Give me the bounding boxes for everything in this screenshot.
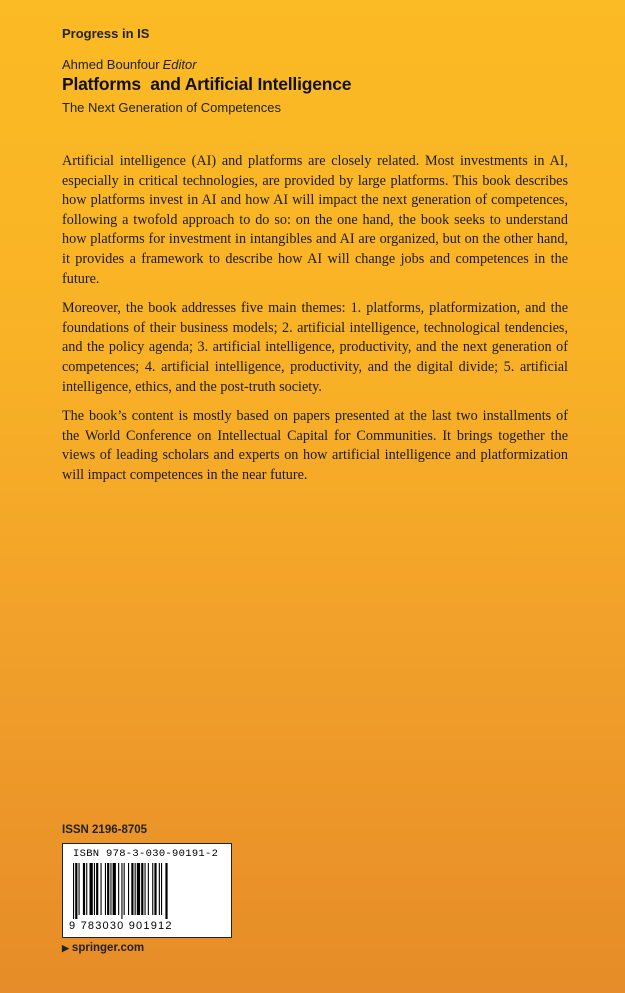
barcode-box (62, 843, 232, 938)
triangle-right-icon: ▶ (62, 943, 69, 953)
editor-role: Editor (162, 57, 197, 72)
blurb-paragraph: Artificial intelligence (AI) and platforms are closely related. Most investments in AI, especially in critical technologies, are provided by large platforms. This book describes how platforms invest in AI and how AI will impact the next generation of competences, following a twofold approach to do so: on the one hand, the book seeks to understand how platforms for investment in intangibles and AI are organized, but on the other hand, it provides a framework to describe how AI will change jobs and competences in the future. (62, 153, 568, 287)
book-title: Platforms and Artificial Intelligence (62, 74, 352, 94)
series-name: Progress in IS (62, 26, 150, 41)
isbn: ISBN 978-3-030-90191-2 (73, 848, 219, 860)
barcode-icon (73, 863, 221, 919)
blurb-paragraph: The book’s content is mostly based on papers presented at the last two installments of the World Conference on Intellectual Capital for Communities. It brings together the views of leading scholars and experts on how artificial intelligence and platformization will impact competences in the near future. (62, 408, 568, 483)
issn: ISSN 2196-8705 (62, 824, 148, 836)
editor-name: Ahmed Bounfour (62, 57, 160, 72)
blurb (62, 152, 568, 496)
book-subtitle: The Next Generation of Competences (62, 100, 281, 115)
editor-line (62, 57, 197, 72)
website-text: springer.com (71, 942, 145, 954)
barcode-digits: 9 783030 901912 (69, 920, 173, 932)
publisher-website (62, 942, 144, 954)
blurb-paragraph: Moreover, the book addresses five main themes: 1. platforms, platformization, and the foundations of their business models; 2. artificial intelligence, technological tendencies, and the policy agenda; 3. artificial intelligence, productivity, and the next generation of competences; 4. artificial intelligence, productivity, and the digital divide; 5. artificial intelligence, ethics, and the post-truth society. (62, 300, 568, 395)
